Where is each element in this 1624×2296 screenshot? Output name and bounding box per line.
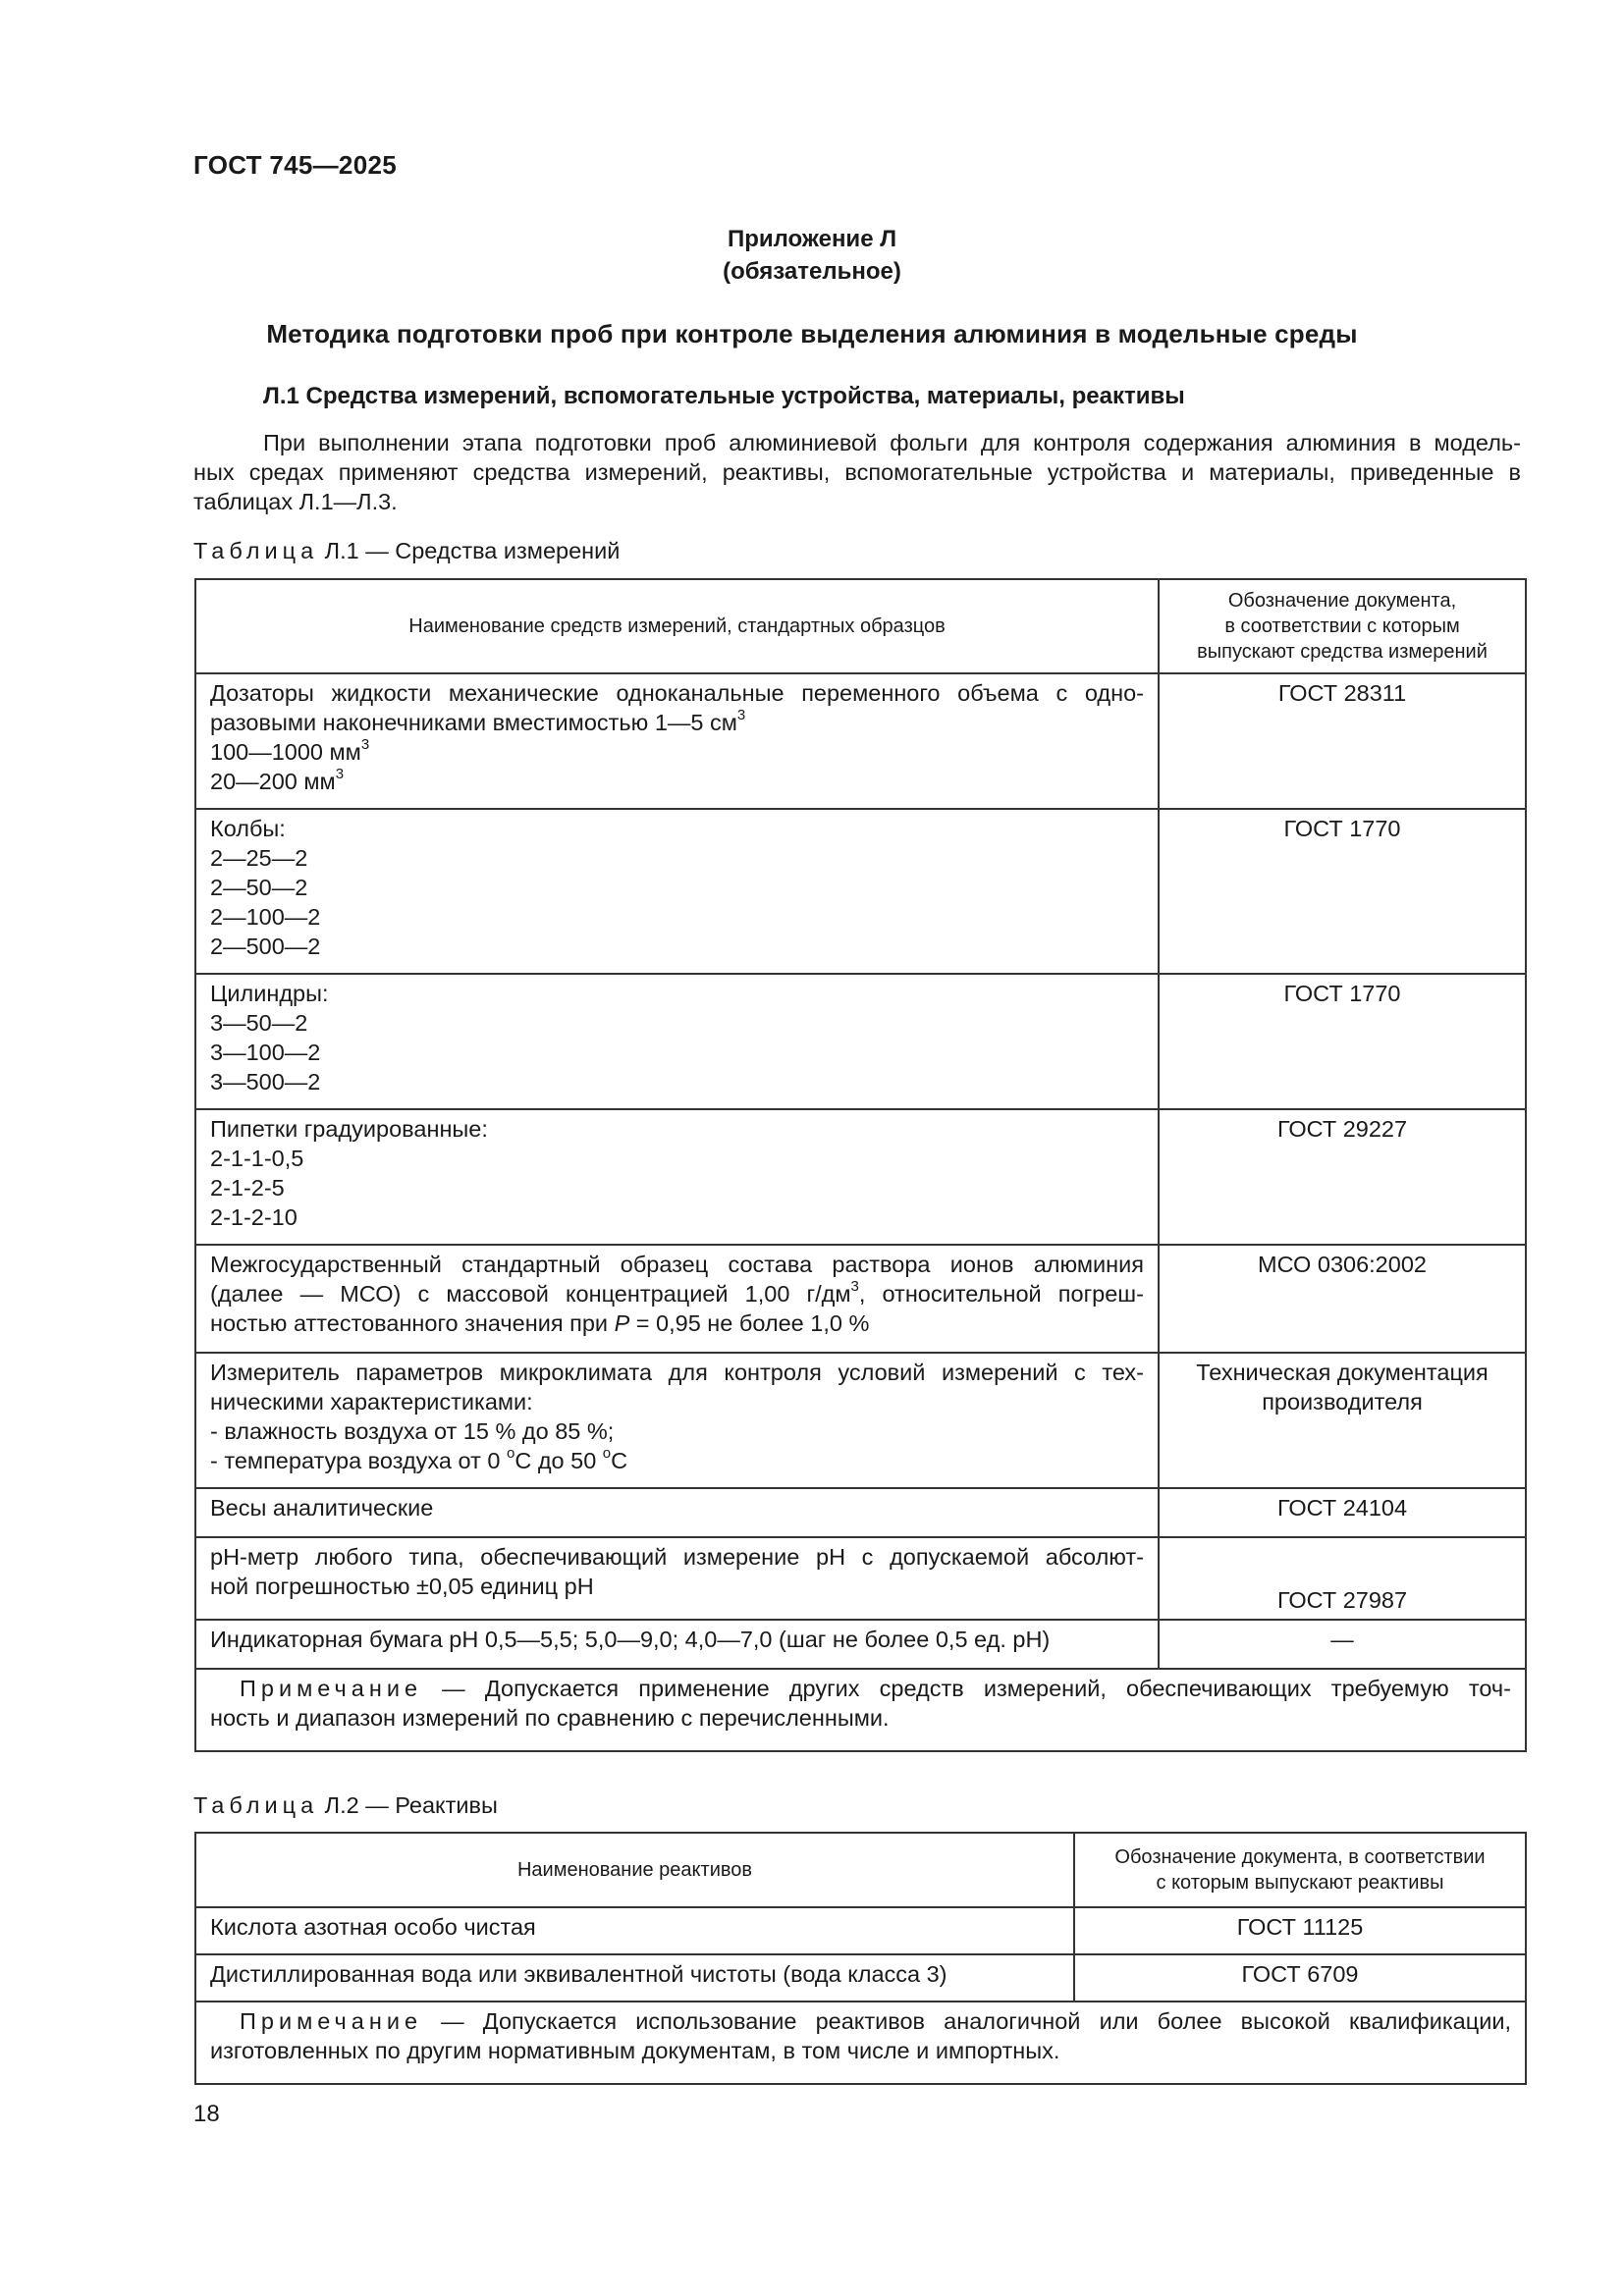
document-cell: ГОСТ 29227 bbox=[1159, 1109, 1526, 1245]
column-header bbox=[1159, 579, 1526, 673]
intro-line: таблицах Л.1—Л.3. bbox=[193, 489, 398, 514]
column-header: Наименование реактивов bbox=[195, 1833, 1074, 1907]
header-line: в соответствии с которым bbox=[1224, 615, 1460, 637]
table-note bbox=[195, 1669, 1526, 1751]
table2-caption-word: Таблица bbox=[193, 1792, 319, 1818]
instrument-cell: Весы аналитические bbox=[195, 1488, 1159, 1537]
cell-line: 20—200 $мм^3$ bbox=[210, 766, 345, 794]
table-row bbox=[195, 1245, 1526, 1353]
table2-caption-text: Л.2 — Реактивы bbox=[318, 1792, 498, 1818]
intro-paragraph bbox=[193, 428, 1521, 516]
appendix-status: (обязательное) bbox=[723, 258, 901, 285]
cell-line: 2—25—2 bbox=[210, 845, 308, 871]
cell-line: производителя bbox=[1262, 1389, 1423, 1415]
document-cell: ГОСТ 28311 bbox=[1159, 673, 1526, 809]
document-code: ГОСТ 745—2025 bbox=[193, 150, 397, 180]
section-title: Л.1 Средства измерений, вспомогательные устройства, материалы, реактивы bbox=[263, 383, 1185, 409]
table-row bbox=[195, 1537, 1526, 1620]
instrument-cell bbox=[195, 1537, 1159, 1620]
page-number: 18 bbox=[193, 2101, 220, 2127]
document-cell: ГОСТ 1770 bbox=[1159, 974, 1526, 1109]
cell-line: ной погрешностью ±0,05 единиц рН bbox=[210, 1574, 594, 1599]
cell-line: рН-метр любого типа, обеспечивающий измерение рН с допускаемой абсолют- bbox=[210, 1544, 1144, 1570]
table-row bbox=[195, 1109, 1526, 1245]
reagent-cell: Дистиллированная вода или эквивалентной чистоты (вода класса 3) bbox=[195, 1954, 1074, 2002]
table1-caption-word: Таблица bbox=[193, 538, 319, 563]
appendix-heading: Методика подготовки проб при контроле выделения алюминия в модельные среды bbox=[266, 319, 1358, 348]
header-line: с которым выпускают реактивы bbox=[1156, 1872, 1444, 1894]
cell-line: 3—100—2 bbox=[210, 1040, 321, 1065]
intro-line: При выполнении этапа подготовки проб алюминиевой фольги для контроля содержания алюминия в модель- bbox=[263, 430, 1521, 455]
header-line: Обозначение документа, в соответствии bbox=[1114, 1846, 1486, 1868]
table-header-row bbox=[195, 1833, 1526, 1907]
cell-line: 2—500—2 bbox=[210, 934, 321, 959]
cell-line: 2-1-2-5 bbox=[210, 1175, 285, 1201]
cell-line: Пипетки градуированные: bbox=[210, 1116, 488, 1142]
document-cell: ГОСТ 11125 bbox=[1074, 1907, 1526, 1954]
document-cell bbox=[1159, 1353, 1526, 1488]
cell-line: Цилиндры: bbox=[210, 981, 329, 1006]
cell-line: разовыми наконечниками вместимостью 1—5 $см^3$ bbox=[210, 707, 746, 735]
column-header: Наименование средств измерений, стандартных образцов bbox=[195, 579, 1159, 673]
instrument-cell: Индикаторная бумага рН 0,5—5,5; 5,0—9,0; 4,0—7,0 (шаг не более 0,5 ед. рН) bbox=[195, 1620, 1159, 1669]
table-note bbox=[195, 2002, 1526, 2084]
table1-caption-text: Л.1 — Средства измерений bbox=[318, 538, 621, 563]
table2-caption bbox=[193, 1792, 498, 1819]
cell-line: 2—100—2 bbox=[210, 904, 321, 930]
cell-line: - влажность воздуха от 15 % до 85 %; bbox=[210, 1418, 615, 1444]
reagents-table bbox=[194, 1832, 1527, 2085]
cell-line: Дозаторы жидкости механические одноканальные переменного объема с одно- bbox=[210, 680, 1144, 706]
measurement-instruments-table bbox=[194, 578, 1527, 1752]
note-line: Примечание — Допускается использование реактивов аналогичной или более высокой квалификации, bbox=[240, 2008, 1511, 2034]
appendix-title: Приложение Л bbox=[727, 226, 897, 252]
intro-line: ных средах применяют средства измерений, реактивы, вспомогательные устройства и материалы, приведенные в bbox=[193, 459, 1521, 485]
table-row bbox=[195, 974, 1526, 1109]
document-cell: ГОСТ 6709 bbox=[1074, 1954, 1526, 2002]
table-row bbox=[195, 673, 1526, 809]
column-header bbox=[1074, 1833, 1526, 1907]
cell-line: 3—50—2 bbox=[210, 1010, 308, 1036]
cell-line: - температура воздуха от 0 $^о$С до 50 $^о$С bbox=[210, 1445, 628, 1473]
instrument-cell bbox=[195, 673, 1159, 809]
cell-line: Измеритель параметров микроклимата для контроля условий измерений с тех- bbox=[210, 1360, 1144, 1385]
table-header-row bbox=[195, 579, 1526, 673]
instrument-cell bbox=[195, 809, 1159, 974]
document-cell: МСО 0306:2002 bbox=[1159, 1245, 1526, 1353]
note-line: изготовленных по другим нормативным документам, в том числе и импортных. bbox=[210, 2038, 1060, 2063]
table-row bbox=[195, 809, 1526, 974]
cell-line: 2-1-1-0,5 bbox=[210, 1146, 304, 1171]
table-row bbox=[195, 1353, 1526, 1488]
note-line: ность и диапазон измерений по сравнению с перечисленными. bbox=[210, 1705, 890, 1731]
instrument-cell bbox=[195, 1245, 1159, 1353]
document-cell: — bbox=[1159, 1620, 1526, 1669]
table-note-row bbox=[195, 2002, 1526, 2084]
table-note-row bbox=[195, 1669, 1526, 1751]
cell-line: (далее — МСО) с массовой концентрацией 1,00 $г/дм^3$, относительной погреш- bbox=[210, 1278, 1144, 1307]
cell-line: 2—50—2 bbox=[210, 875, 308, 900]
cell-line: Межгосударственный стандартный образец состава раствора ионов алюминия bbox=[210, 1252, 1144, 1277]
header-line: Обозначение документа, bbox=[1227, 590, 1457, 612]
cell-line: 3—500—2 bbox=[210, 1069, 321, 1095]
table-row bbox=[195, 1907, 1526, 1954]
table-row bbox=[195, 1620, 1526, 1669]
cell-line: Техническая документация bbox=[1196, 1360, 1489, 1385]
cell-line: Колбы: bbox=[210, 816, 286, 841]
cell-line: 100—1000 $мм^3$ bbox=[210, 736, 370, 765]
document-cell: ГОСТ 1770 bbox=[1159, 809, 1526, 974]
cell-line: 2-1-2-10 bbox=[210, 1204, 298, 1230]
document-cell: ГОСТ 24104 bbox=[1159, 1488, 1526, 1537]
note-line: Примечание — Допускается применение других средств измерений, обеспечивающих требуемую точ- bbox=[240, 1676, 1511, 1701]
instrument-cell bbox=[195, 1109, 1159, 1245]
table-row bbox=[195, 1488, 1526, 1537]
instrument-cell bbox=[195, 1353, 1159, 1488]
instrument-cell bbox=[195, 974, 1159, 1109]
table1-caption bbox=[193, 538, 620, 564]
table-row bbox=[195, 1954, 1526, 2002]
header-line: выпускают средства измерений bbox=[1197, 641, 1488, 663]
cell-line: ническими характеристиками: bbox=[210, 1389, 533, 1415]
reagent-cell: Кислота азотная особо чистая bbox=[195, 1907, 1074, 1954]
cell-line: ностью аттестованного значения при P = 0,95 не более 1,0 % bbox=[210, 1310, 870, 1336]
document-cell: ГОСТ 27987 bbox=[1159, 1537, 1526, 1620]
